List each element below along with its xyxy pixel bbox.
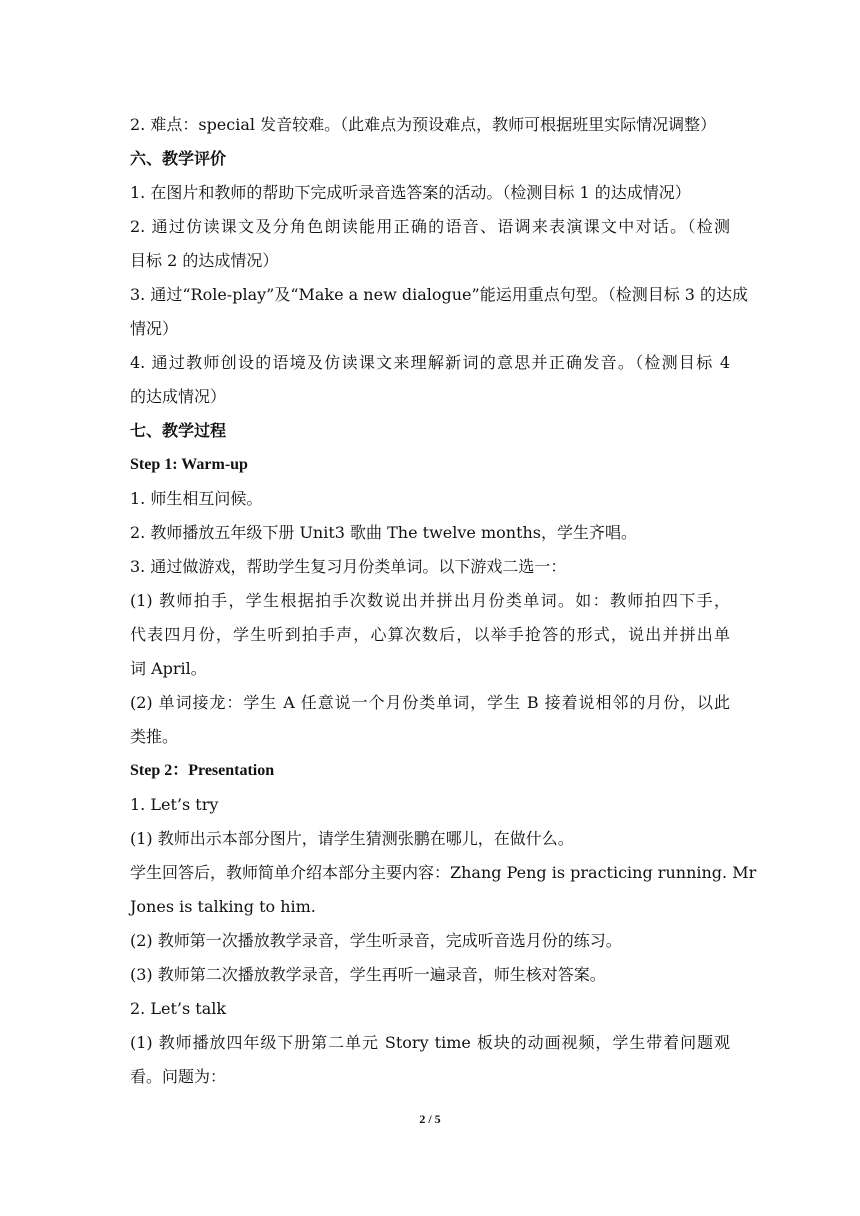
text-line: 2. 难点：special 发音较难。（此难点为预设难点，教师可根据班里实际情况调整） — [130, 115, 717, 134]
text-line: 学生回答后，教师简单介绍本部分主要内容：Zhang Peng is practicing running. Mr — [130, 863, 757, 882]
text-line: 3. 通过做游戏，帮助学生复习月份类单词。以下游戏二选一： — [130, 557, 567, 576]
text-line: 2. 通过仿读课文及分角色朗读能用正确的语音、语调来表演课文中对话。（检测 — [130, 217, 730, 236]
text-line: 2. 教师播放五年级下册 Unit3 歌曲 The twelve months，学生齐唱。 — [130, 523, 638, 542]
text-line: 词 April。 — [130, 659, 207, 678]
text-line: Jones is talking to him. — [130, 897, 316, 916]
text-line: 3. 通过“Role-play”及“Make a new dialogue”能运用重点句型。（检测目标 3 的达成 — [130, 285, 749, 304]
text-line: 类推。 — [130, 727, 179, 746]
text-line: (3) 教师第二次播放教学录音，学生再听一遍录音，师生核对答案。 — [130, 965, 606, 984]
step-heading: Step 2：Presentation — [130, 762, 275, 779]
section-heading: 七、教学过程 — [130, 421, 227, 440]
text-line: 2. Let’s talk — [130, 999, 227, 1018]
text-line: (1) 教师拍手，学生根据拍手次数说出并拼出月份类单词。如：教师拍四下手， — [130, 591, 730, 610]
text-line: 4. 通过教师创设的语境及仿读课文来理解新词的意思并正确发音。（检测目标 4 — [130, 353, 730, 372]
text-line: 情况） — [130, 319, 179, 338]
text-line: (2) 教师第一次播放教学录音，学生听录音，完成听音选月份的练习。 — [130, 931, 622, 950]
text-line: (1) 教师出示本部分图片，请学生猜测张鹏在哪儿，在做什么。 — [130, 829, 574, 848]
section-heading: 六、教学评价 — [130, 149, 227, 168]
page-number: 2 / 5 — [419, 1112, 441, 1126]
text-line: 的达成情况） — [130, 387, 227, 406]
text-line: 1. Let’s try — [130, 795, 219, 814]
text-line: 目标 2 的达成情况） — [130, 251, 279, 270]
text-line: 看。问题为： — [130, 1067, 227, 1086]
text-line: 代表四月份，学生听到拍手声，心算次数后，以举手抢答的形式，说出并拼出单 — [130, 625, 730, 644]
document-body — [130, 108, 757, 1094]
text-line: (2) 单词接龙：学生 A 任意说一个月份类单词，学生 B 接着说相邻的月份，以此 — [130, 693, 730, 712]
step-heading: Step 1: Warm-up — [130, 456, 248, 473]
text-line: (1) 教师播放四年级下册第二单元 Story time 板块的动画视频，学生带着问题观 — [130, 1033, 730, 1052]
text-line: 1. 在图片和教师的帮助下完成听录音选答案的活动。（检测目标 1 的达成情况） — [130, 183, 691, 202]
text-line: 1. 师生相互问候。 — [130, 489, 263, 508]
